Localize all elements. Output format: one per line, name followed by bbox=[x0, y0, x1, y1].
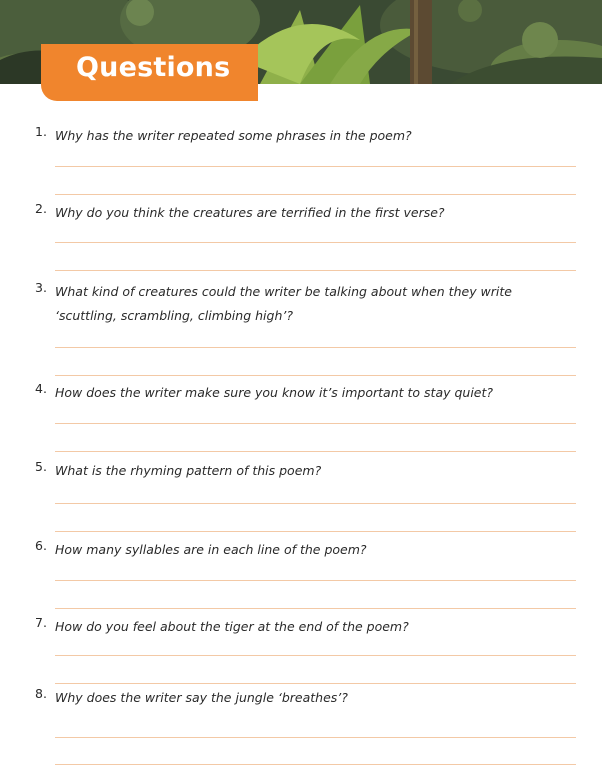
answer-line[interactable] bbox=[55, 347, 576, 348]
answer-line[interactable] bbox=[55, 242, 576, 243]
answer-line[interactable] bbox=[55, 166, 576, 167]
question-number: 3. bbox=[35, 280, 47, 295]
question-text: Why does the writer say the jungle ‘breathes’? bbox=[55, 690, 348, 705]
question-text: Why has the writer repeated some phrases in the poem? bbox=[55, 128, 412, 143]
question-number: 2. bbox=[35, 201, 47, 216]
question-text: Why do you think the creatures are terrified in the first verse? bbox=[55, 205, 445, 220]
answer-line[interactable] bbox=[55, 531, 576, 532]
question-text: What kind of creatures could the writer be talking about when they write ‘scuttling, scrambling, climbing high’? bbox=[55, 284, 512, 323]
answer-line[interactable] bbox=[55, 270, 576, 271]
answer-line[interactable] bbox=[55, 764, 576, 765]
answer-line[interactable] bbox=[55, 608, 576, 609]
question-number: 6. bbox=[35, 538, 47, 553]
answer-line[interactable] bbox=[55, 194, 576, 195]
question-text: How does the writer make sure you know it’s important to stay quiet? bbox=[55, 385, 494, 400]
question-number: 5. bbox=[35, 459, 47, 474]
answer-line[interactable] bbox=[55, 503, 576, 504]
answer-line[interactable] bbox=[55, 683, 576, 684]
question-text: How many syllables are in each line of the poem? bbox=[55, 542, 367, 557]
question-text: What is the rhyming pattern of this poem? bbox=[55, 463, 322, 478]
question-text: How do you feel about the tiger at the end of the poem? bbox=[55, 619, 409, 634]
question-number: 7. bbox=[35, 615, 47, 630]
answer-line[interactable] bbox=[55, 737, 576, 738]
answer-line[interactable] bbox=[55, 451, 576, 452]
question-number: 4. bbox=[35, 381, 47, 396]
question-number: 1. bbox=[35, 124, 47, 139]
answer-line[interactable] bbox=[55, 423, 576, 424]
answer-line[interactable] bbox=[55, 375, 576, 376]
question-number: 8. bbox=[35, 686, 47, 701]
answer-line[interactable] bbox=[55, 580, 576, 581]
page-title: Questions bbox=[76, 52, 231, 83]
answer-line[interactable] bbox=[55, 655, 576, 656]
